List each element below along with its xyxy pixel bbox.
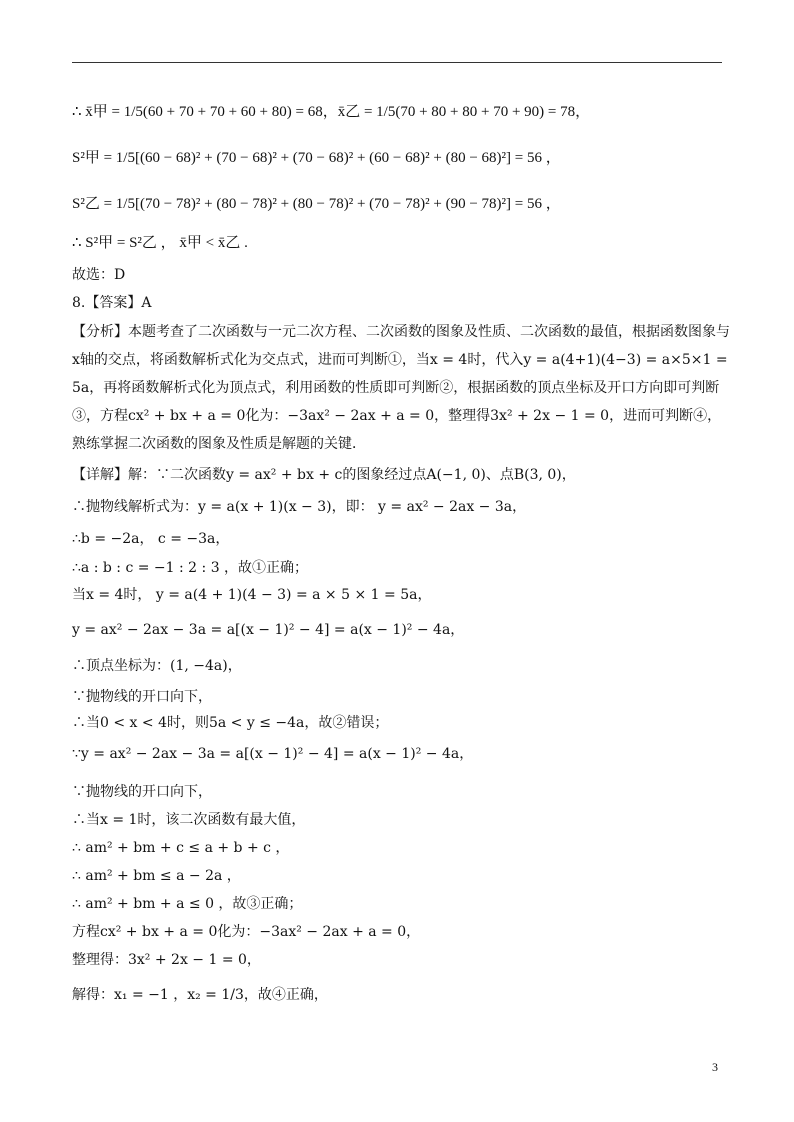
detail-line-15: ∴ am² + bm + a ≤ 0 ，故③正确； [72,896,303,912]
detail-line-8: ∵抛物线的开口向下， [72,689,212,705]
detail-line-11: ∵抛物线的开口向下， [72,784,212,800]
detail-line-7: ∴顶点坐标为：(1, −4a)， [72,658,242,674]
detail-line-10: ∵y = ax² − 2ax − 3a = a[(x − 1)² − 4] = a(x − 1)² − 4a， [72,746,474,762]
variance-yi-line: S²乙 = 1/5[(70 − 78)² + (80 − 78)² + (80 − 78)² + (70 − 78)² + (90 − 78)²] = 56 ， [72,196,561,212]
choice-line: 故选：D [72,267,126,283]
detail-line-13: ∴ am² + bm + c ≤ a + b + c ， [72,840,290,856]
answer-heading: 8.【答案】A [72,295,152,311]
detail-line-1: 【详解】解：∵二次函数y = ax² + bx + c的图象经过点A(−1, 0)、点B(3, 0)， [72,467,576,483]
header-rule [72,62,722,63]
mean-line: ∴ x̄甲 = 1/5(60 + 70 + 70 + 60 + 80) = 68，x̄乙 = 1/5(70 + 80 + 80 + 70 + 90) = 78， [72,104,591,120]
comparison-line: ∴ S²甲 = S²乙 ， x̄甲 < x̄乙 . [72,235,248,251]
detail-line-9: ∴当0 < x < 4时，则5a < y ≤ −4a，故②错误； [72,715,389,731]
detail-line-6: y = ax² − 2ax − 3a = a[(x − 1)² − 4] = a(x − 1)² − 4a， [72,622,465,638]
detail-line-16: 方程cx² + bx + a = 0化为：−3ax² − 2ax + a = 0， [72,924,421,940]
detail-line-17: 整理得：3x² + 2x − 1 = 0， [72,952,261,968]
analysis-paragraph: 【分析】本题考查了二次函数与一元二次方程、二次函数的图象及性质、二次函数的最值，根据函数图象与x轴的交点，将函数解析式化为交点式，进而可判断①，当x = 4时，代入y = a(4+1)(4−3) = a×5×1 = 5a，再将函数解析式化为顶点式，利用函数的性质即可判断②，根据函数的顶点坐标及开口方向即可判断③，方程cx² + bx + a = 0化为：−3ax² − 2ax + a = 0，整理得3x² + 2x − 1 = 0，进而可判断④，熟练掌握二次函数的图象及性质是解题的关键． [72,324,730,452]
detail-line-3: ∴b = −2a， c = −3a， [72,531,230,547]
detail-line-2: ∴抛物线解析式为：y = a(x + 1)(x − 3)，即： y = ax² − 2ax − 3a， [72,499,527,515]
variance-jia-line: S²甲 = 1/5[(60 − 68)² + (70 − 68)² + (70 − 68)² + (60 − 68)² + (80 − 68)²] = 56 ， [72,150,561,166]
page-number: 3 [712,1060,718,1074]
detail-line-14: ∴ am² + bm ≤ a − 2a ， [72,868,241,884]
detail-line-12: ∴当x = 1时，该二次函数有最大值， [72,812,306,828]
detail-line-5: 当x = 4时， y = a(4 + 1)(4 − 3) = a × 5 × 1 = 5a， [72,587,432,603]
detail-line-4: ∴a : b : c = −1 : 2 : 3 ，故①正确； [72,560,309,576]
detail-line-18: 解得：x₁ = −1 ，x₂ = 1/3，故④正确， [72,987,328,1003]
